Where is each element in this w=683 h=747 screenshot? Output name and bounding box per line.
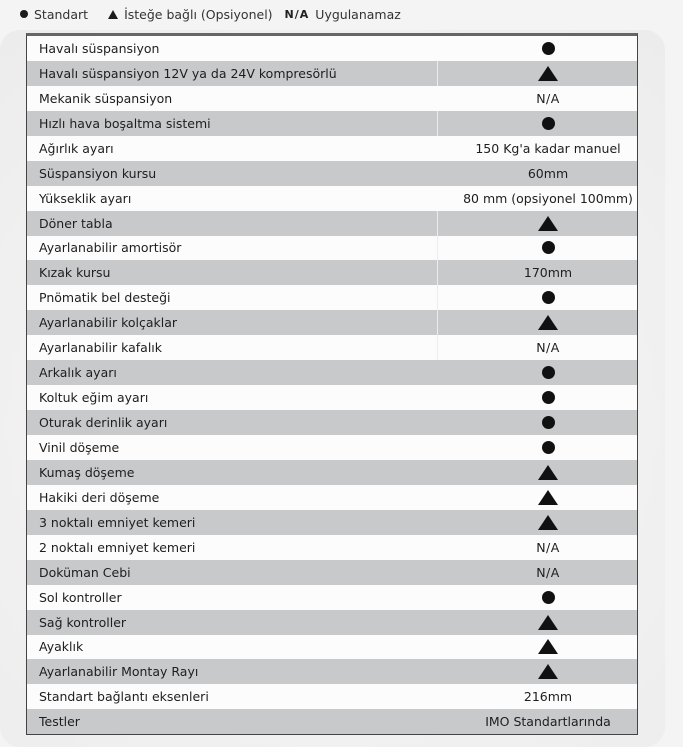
table-row [27,635,637,660]
feature-label: Ayarlanabilir kafalık [39,340,163,356]
feature-value [449,515,637,530]
feature-value [449,664,637,679]
table-row [27,161,637,186]
feature-label: Pnömatik bel desteği [39,290,171,306]
feature-label: Vinil döşeme [39,439,120,455]
legend-optional-label: İsteğe bağlı (Opsiyonel) [124,6,273,22]
triangle-icon [538,615,558,630]
spec-value: 170mm [523,265,573,281]
feature-label: Havalı süspansiyon 12V ya da 24V kompresörlü [39,65,337,81]
feature-value [449,91,637,106]
feature-value [449,714,637,729]
feature-label: Ağırlık ayarı [39,140,114,156]
triangle-icon [538,315,558,330]
na-value: N/A [536,539,560,555]
feature-label: Ayarlanabilir Montay Rayı [39,664,199,680]
feature-label: Doküman Cebi [39,564,131,580]
feature-value [449,639,637,654]
legend-standard-label: Standart [34,6,89,22]
table-row [27,36,637,61]
column-divider [437,61,438,86]
dot-icon [542,117,555,130]
column-divider [437,335,438,360]
feature-value [449,191,637,206]
dot-icon [542,291,555,304]
feature-label: Standart bağlantı eksenleri [39,689,209,705]
feature-label: Testler [39,714,80,730]
table-row [27,260,637,285]
feature-label: 2 noktalı emniyet kemeri [39,539,196,555]
spec-value: 80 mm (opsiyonel 100mm) [463,190,633,206]
feature-value [449,216,637,231]
table-row [27,410,637,435]
column-divider [437,236,438,261]
table-row [27,285,637,310]
triangle-icon [538,465,558,480]
feature-value [449,166,637,181]
column-divider [437,285,438,310]
table-row [27,585,637,610]
table-row [27,659,637,684]
table-row [27,560,637,585]
triangle-icon [538,66,558,81]
feature-value [449,340,637,355]
column-divider [437,260,438,285]
feature-label: Arkalık ayarı [39,365,117,381]
triangle-icon [538,216,558,231]
table-row [27,360,637,385]
table-row [27,460,637,485]
dot-icon [542,591,555,604]
feature-label: Ayarlanabilir amortisör [39,240,182,256]
table-row [27,86,637,111]
legend [20,4,401,24]
na-value: N/A [536,564,560,580]
table-row [27,211,637,236]
feature-label: Mekanik süspansiyon [39,90,173,106]
feature-value [449,591,637,604]
spec-value: 216mm [523,689,573,705]
table-row [27,236,637,261]
feature-value [449,689,637,704]
table-row [27,61,637,86]
feature-value [449,540,637,555]
legend-na-label: Uygulanamaz [315,6,401,22]
feature-label: Kumaş döşeme [39,464,135,480]
feature-value [449,391,637,404]
column-divider [437,211,438,236]
triangle-icon [538,515,558,530]
table-row [27,510,637,535]
dot-icon [542,416,555,429]
feature-value [449,615,637,630]
feature-label: Havalı süspansiyon [39,40,160,56]
feature-value [449,291,637,304]
feature-value [449,265,637,280]
table-row [27,435,637,460]
feature-label: Yükseklik ayarı [39,190,132,206]
table-row [27,385,637,410]
feature-value [449,441,637,454]
feature-value [449,141,637,156]
feature-label: Döner tabla [39,215,113,231]
dot-icon [542,42,555,55]
table-row [27,335,637,360]
table-row [27,709,637,734]
feature-label: Sol kontroller [39,589,122,605]
triangle-icon [538,639,558,654]
dot-icon [20,10,28,18]
spec-value: 60mm [527,165,569,181]
table-row [27,111,637,136]
table-row [27,310,637,335]
feature-value [449,42,637,55]
feature-label: Kızak kursu [39,265,111,281]
feature-label: Sağ kontroller [39,614,127,630]
table-row [27,610,637,635]
dot-icon [542,366,555,379]
feature-value [449,416,637,429]
table-row [27,535,637,560]
dot-icon [542,241,555,254]
column-divider [437,310,438,335]
feature-label: Ayaklık [39,639,84,655]
feature-value [449,117,637,130]
feature-table [26,33,638,735]
feature-label: Hakiki deri döşeme [39,489,160,505]
na-value: N/A [536,90,560,106]
feature-value [449,565,637,580]
feature-value [449,66,637,81]
feature-label: Hızlı hava boşaltma sistemi [39,115,211,131]
feature-value [449,315,637,330]
na-value: N/A [536,340,560,356]
feature-label: Süspansiyon kursu [39,165,157,181]
feature-value [449,241,637,254]
feature-value [449,490,637,505]
triangle-icon [538,490,558,505]
spec-value: IMO Standartlarında [485,714,611,730]
dot-icon [542,441,555,454]
table-row [27,186,637,211]
table-row [27,684,637,709]
feature-value [449,465,637,480]
triangle-icon [538,664,558,679]
spec-value: 150 Kg'a kadar manuel [475,140,621,156]
table-row [27,485,637,510]
feature-label: Oturak derinlik ayarı [39,415,168,431]
dot-icon [542,391,555,404]
legend-na-code: N/A [284,7,310,21]
feature-label: Ayarlanabilir kolçaklar [39,315,178,331]
table-row [27,136,637,161]
feature-label: 3 noktalı emniyet kemeri [39,514,196,530]
column-divider [437,111,438,136]
triangle-icon [108,10,118,19]
feature-value [449,366,637,379]
feature-label: Koltuk eğim ayarı [39,390,149,406]
